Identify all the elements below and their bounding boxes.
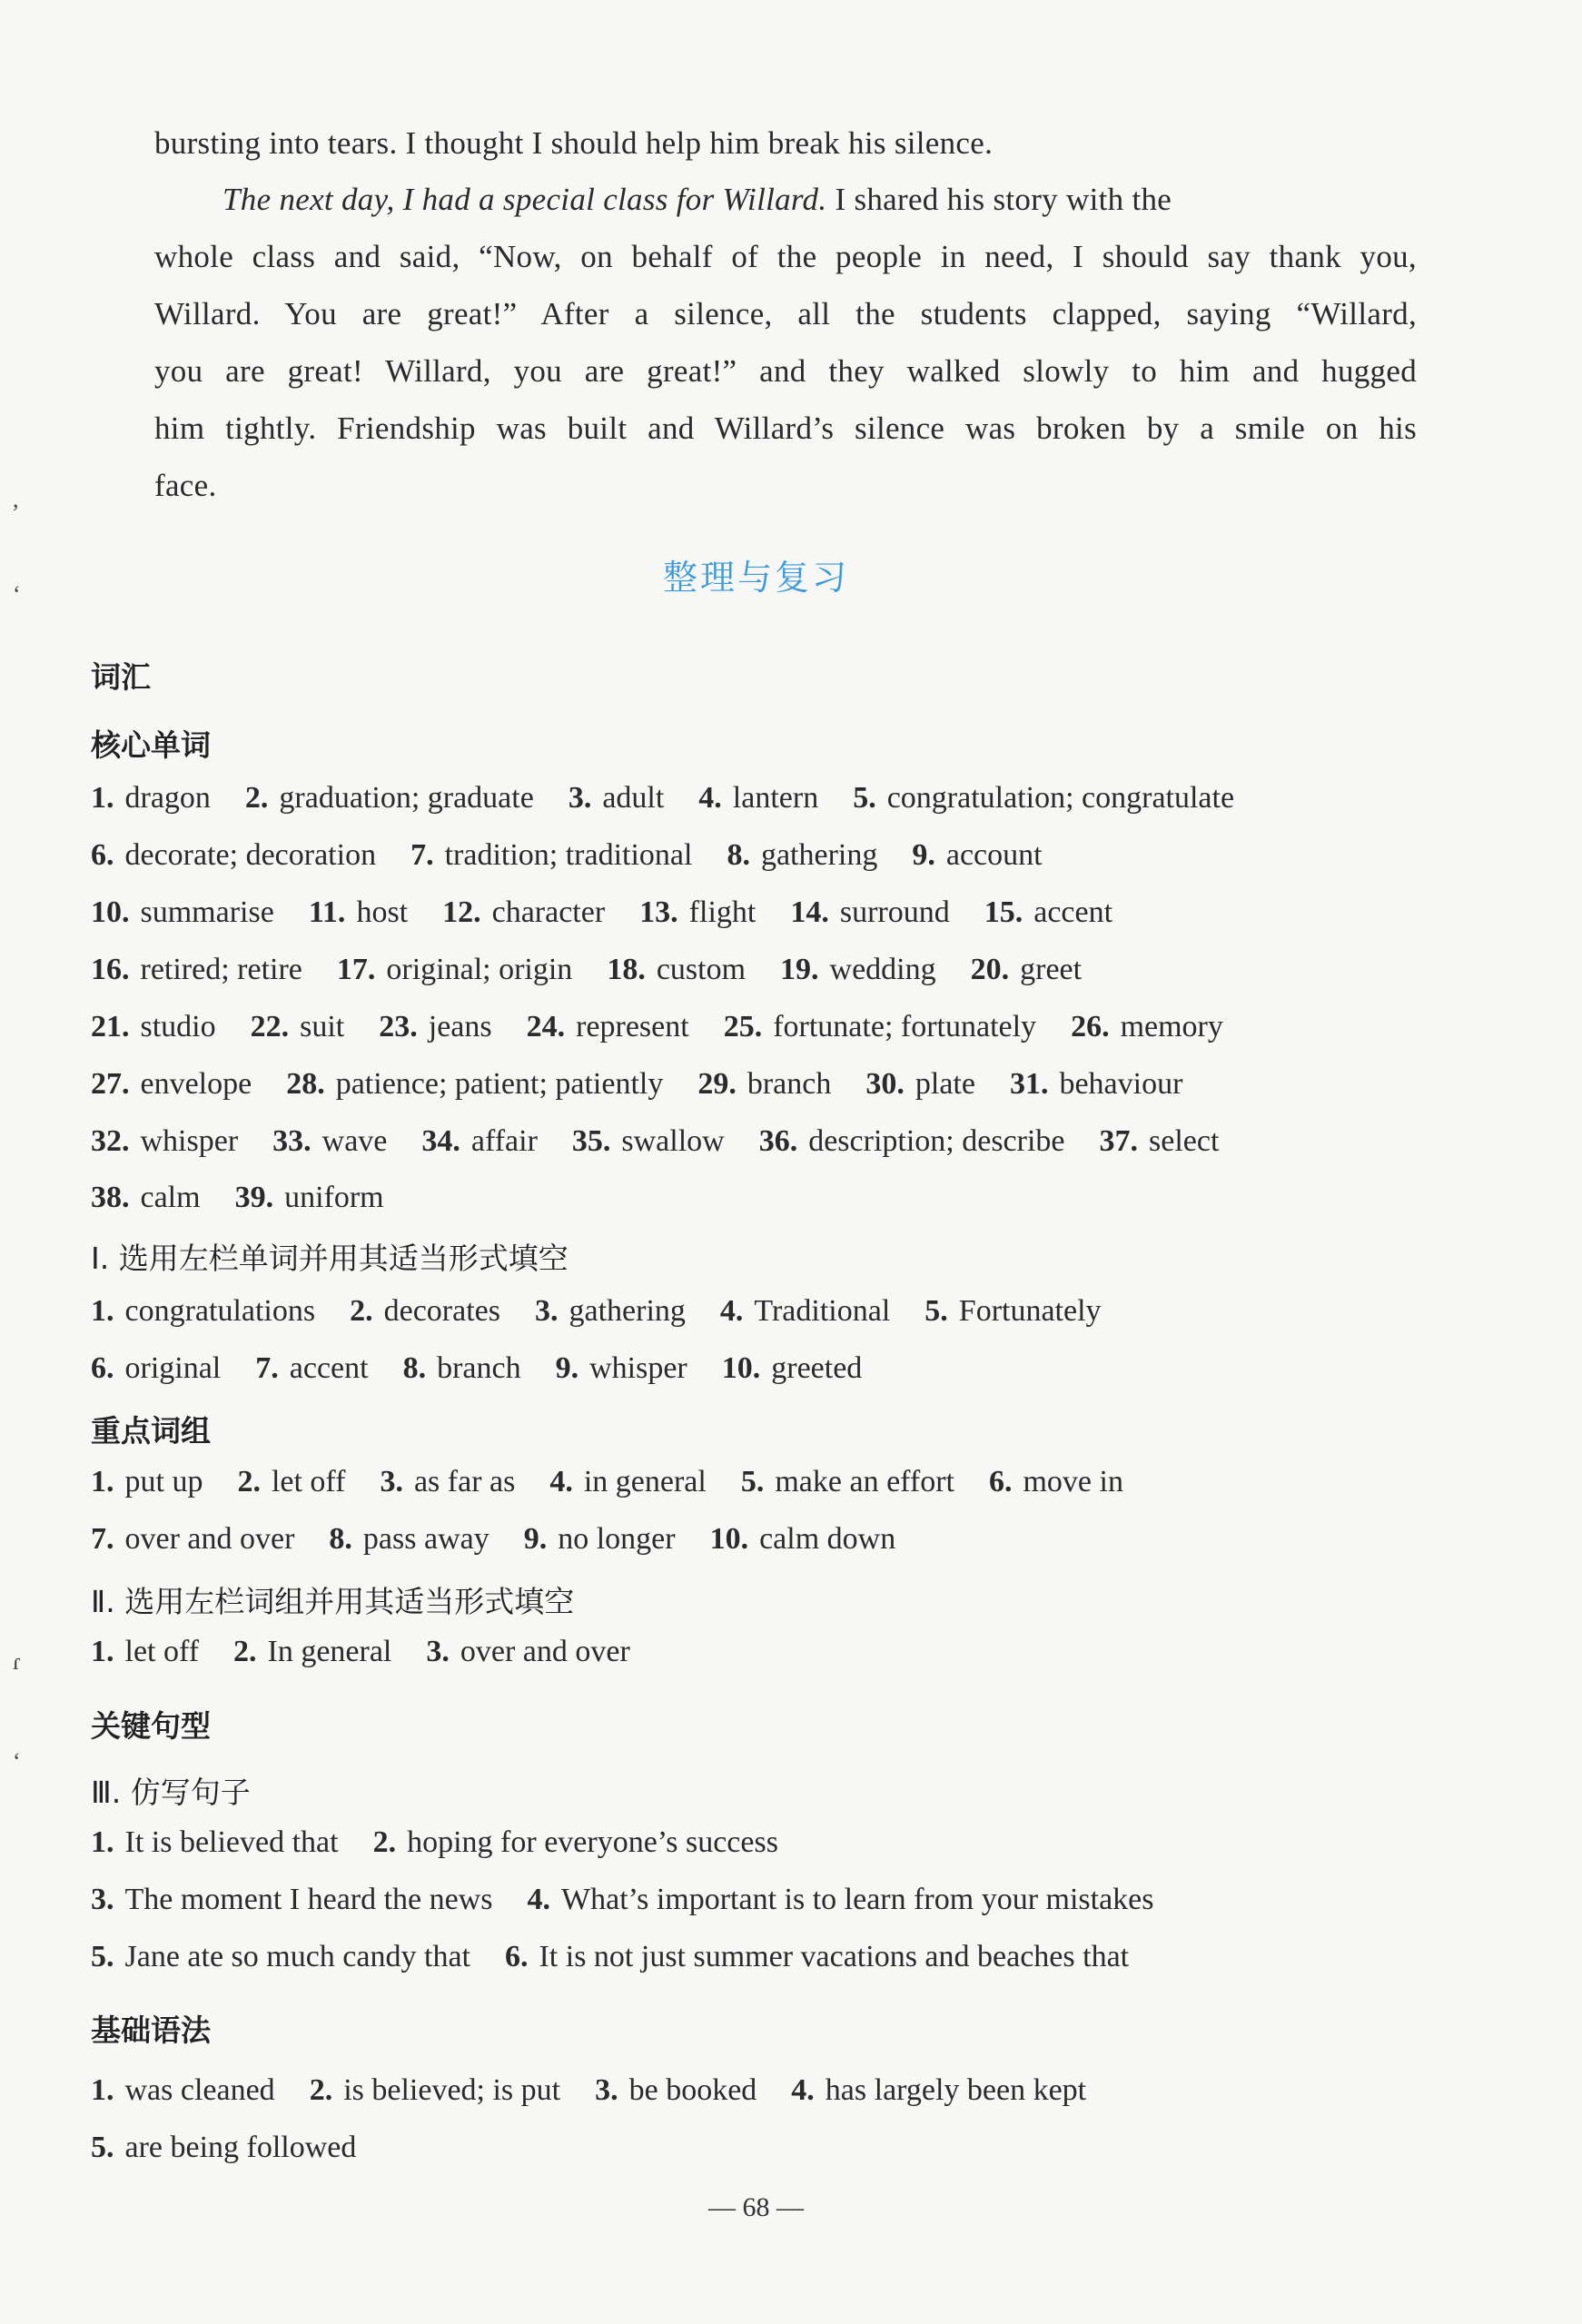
- answer-text: congratulations: [124, 1294, 316, 1328]
- answer-text: suit: [300, 1010, 345, 1043]
- answer-item: [759, 1124, 1065, 1158]
- answer-number: 2.: [233, 1635, 257, 1668]
- answer-text: put up: [124, 1465, 203, 1498]
- answer-text: as far as: [413, 1465, 516, 1498]
- answer-number: 4.: [527, 1883, 551, 1916]
- answer-text: swallow: [621, 1124, 725, 1158]
- margin-mark: ʻ: [13, 1748, 21, 1775]
- answer-number: 6.: [504, 1940, 529, 1973]
- passage-line-1: bursting into tears. I thought I should help him break his silence.: [154, 125, 994, 161]
- answer-text: whisper: [589, 1351, 687, 1385]
- answer-text: decorates: [383, 1294, 500, 1328]
- answer-item: [272, 1124, 387, 1158]
- answer-item: [724, 1010, 1036, 1043]
- answer-number: 5.: [91, 1940, 114, 1973]
- answer-text: be booked: [628, 2073, 757, 2107]
- answer-line: [91, 1124, 1253, 1159]
- answer-number: 3.: [595, 2073, 618, 2107]
- answer-number: 39.: [234, 1181, 274, 1214]
- answer-item: [780, 953, 936, 986]
- phrases-heading: 重点词组: [91, 1413, 211, 1449]
- answer-number: 26.: [1071, 1010, 1110, 1043]
- answer-item: [91, 1181, 201, 1214]
- answer-number: 7.: [410, 838, 434, 872]
- passage-line-4: Willard. You are great!” After a silence, all the students clapped, saying “Willard,: [154, 296, 1417, 331]
- margin-mark: ,: [13, 486, 19, 512]
- answer-item: [790, 895, 949, 929]
- answer-item: [233, 1635, 391, 1668]
- answer-text: account: [945, 838, 1043, 872]
- answer-number: 2.: [244, 781, 269, 815]
- answer-line: [91, 1010, 1258, 1044]
- answer-number: 13.: [639, 895, 678, 929]
- answer-item: [639, 895, 756, 929]
- answer-number: 24.: [526, 1010, 566, 1043]
- answer-text: uniform: [284, 1181, 384, 1214]
- answer-line: [91, 895, 1147, 930]
- answer-text: lantern: [732, 781, 819, 815]
- answer-text: custom: [656, 953, 747, 986]
- answer-item: [91, 2073, 275, 2107]
- passage-line-6: him tightly. Friendship was built and Willard’s silence was broken by a smile on his: [154, 410, 1417, 446]
- answer-number: 10.: [721, 1351, 761, 1385]
- passage-line-3: whole class and said, “Now, on behalf of the people in need, I should say thank you,: [154, 239, 1417, 274]
- answer-number: 1.: [91, 1635, 114, 1668]
- answer-item: [91, 1522, 294, 1556]
- answer-item: [741, 1465, 954, 1498]
- answer-number: 30.: [865, 1067, 905, 1101]
- answer-number: 4.: [549, 1465, 573, 1498]
- answer-line: [91, 2073, 1121, 2108]
- answer-item: [91, 1010, 216, 1043]
- answer-text: represent: [576, 1010, 689, 1043]
- answer-text: are being followed: [124, 2131, 357, 2164]
- answer-text: surround: [839, 895, 950, 929]
- answer-item: [91, 2131, 356, 2164]
- answer-text: plate: [915, 1067, 975, 1101]
- answer-item: [549, 1465, 707, 1498]
- answer-number: 32.: [91, 1124, 130, 1158]
- answer-item: [1071, 1010, 1223, 1043]
- answer-text: branch: [437, 1351, 521, 1385]
- answer-item: [971, 953, 1082, 986]
- answer-item: [91, 1294, 315, 1328]
- answer-text: character: [491, 895, 606, 929]
- answer-item: [410, 838, 692, 872]
- answer-item: [791, 2073, 1086, 2107]
- answer-text: gathering: [760, 838, 878, 872]
- answer-number: 9.: [555, 1351, 579, 1385]
- answer-text: In general: [267, 1635, 392, 1668]
- answer-text: pass away: [362, 1522, 489, 1556]
- answer-item: [91, 1124, 238, 1158]
- answer-number: 21.: [91, 1010, 130, 1043]
- answer-number: 18.: [607, 953, 646, 986]
- answer-number: 5.: [740, 1465, 765, 1498]
- answer-text: envelope: [140, 1067, 252, 1101]
- answer-text: let off: [124, 1635, 200, 1668]
- answer-number: 19.: [780, 953, 819, 986]
- answer-item: [337, 953, 572, 986]
- answer-item: [91, 781, 211, 815]
- answer-text: original; origin: [386, 953, 573, 986]
- answer-item: [403, 1351, 521, 1385]
- answer-item: [912, 838, 1042, 872]
- answer-text: adult: [602, 781, 665, 815]
- answer-item: [91, 1465, 203, 1498]
- answer-item: [984, 895, 1112, 929]
- answer-text: behaviour: [1059, 1067, 1183, 1101]
- answer-number: 27.: [91, 1067, 130, 1101]
- answer-number: 16.: [91, 953, 130, 986]
- answer-number: 37.: [1099, 1124, 1139, 1158]
- answer-text: has largely been kept: [825, 2073, 1087, 2107]
- answer-number: 8.: [727, 838, 750, 872]
- answer-item: [528, 1883, 1154, 1916]
- answer-text: What’s important is to learn from your mistakes: [561, 1883, 1154, 1916]
- answer-item: [251, 1010, 345, 1043]
- answer-number: 6.: [91, 1351, 114, 1385]
- answer-item: [421, 1124, 537, 1158]
- answer-item: [607, 953, 746, 986]
- margin-mark: ɾ: [13, 1648, 21, 1675]
- answer-item: [865, 1067, 975, 1101]
- answer-item: [535, 1294, 686, 1328]
- passage-line-2-rest: I shared his story with the: [826, 182, 1172, 217]
- answer-item: [91, 895, 274, 929]
- answer-text: fortunate; fortunately: [773, 1010, 1037, 1043]
- answer-item: [91, 1635, 199, 1668]
- answer-line: [91, 1522, 930, 1557]
- answer-number: 10.: [91, 895, 130, 929]
- answer-number: 7.: [91, 1522, 114, 1556]
- answer-number: 3.: [535, 1294, 559, 1328]
- answer-line: [91, 781, 1269, 816]
- answer-line: [91, 953, 1116, 987]
- answer-text: Jane ate so much candy that: [124, 1940, 470, 1973]
- answer-number: 6.: [91, 838, 114, 872]
- answer-line: [91, 1940, 1163, 1974]
- passage-line-7: face.: [154, 468, 217, 503]
- answer-text: decorate; decoration: [124, 838, 377, 872]
- answer-text: let off: [271, 1465, 346, 1498]
- answer-item: [569, 781, 664, 815]
- answer-item: [722, 1351, 863, 1385]
- answer-item: [698, 781, 818, 815]
- answer-number: 38.: [91, 1181, 130, 1214]
- answer-item: [329, 1522, 489, 1556]
- grammar-heading: 基础语法: [91, 2012, 211, 2048]
- answer-text: jeans: [428, 1010, 492, 1043]
- answer-text: over and over: [460, 1635, 630, 1668]
- answer-item: [710, 1522, 896, 1556]
- answer-number: 8.: [402, 1351, 427, 1385]
- answer-text: patience; patient; patiently: [335, 1067, 664, 1101]
- answer-number: 29.: [697, 1067, 737, 1101]
- answer-item: [380, 1465, 515, 1498]
- answer-number: 5.: [853, 781, 876, 815]
- answer-text: Fortunately: [958, 1294, 1102, 1328]
- answer-item: [91, 1825, 339, 1859]
- answer-number: 28.: [286, 1067, 325, 1101]
- answer-item: [91, 1883, 493, 1916]
- answer-item: [442, 895, 605, 929]
- page-number: — 68 —: [708, 2192, 804, 2222]
- answer-text: calm: [140, 1181, 201, 1214]
- answer-item: [989, 1465, 1123, 1498]
- sentences-heading: 关键句型: [91, 1708, 211, 1744]
- answer-number: 7.: [255, 1351, 279, 1385]
- answer-text: summarise: [140, 895, 274, 929]
- answer-text: is believed; is put: [343, 2073, 561, 2107]
- answer-item: [720, 1294, 890, 1328]
- answer-text: host: [356, 895, 409, 929]
- answer-text: affair: [470, 1124, 538, 1158]
- answer-item: [91, 838, 376, 872]
- answer-number: 25.: [723, 1010, 763, 1043]
- answer-text: gathering: [569, 1294, 686, 1328]
- margin-mark: ʻ: [13, 581, 21, 608]
- answer-number: 5.: [924, 1294, 948, 1328]
- answer-line: [91, 1825, 813, 1860]
- answer-number: 35.: [571, 1124, 611, 1158]
- answer-text: dragon: [124, 781, 211, 815]
- answer-text: greet: [1020, 953, 1083, 986]
- answer-number: 4.: [698, 781, 722, 815]
- answer-text: make an effort: [775, 1465, 954, 1498]
- answer-text: graduation; graduate: [279, 781, 534, 815]
- answer-number: 9.: [523, 1522, 548, 1556]
- answer-item: [727, 838, 877, 872]
- answer-item: [1100, 1124, 1220, 1158]
- answer-number: 8.: [329, 1522, 352, 1556]
- answer-number: 3.: [91, 1883, 114, 1916]
- answer-line: [91, 2131, 391, 2165]
- answer-number: 4.: [719, 1294, 744, 1328]
- answer-number: 10.: [709, 1522, 749, 1556]
- answer-text: accent: [289, 1351, 369, 1385]
- answer-text: accent: [1033, 895, 1113, 929]
- passage-line-5: you are great! Willard, you are great!” and they walked slowly to him and hugged: [154, 353, 1417, 389]
- answer-item: [91, 1940, 470, 1973]
- answer-text: studio: [140, 1010, 216, 1043]
- answer-number: 9.: [912, 838, 935, 872]
- answer-item: [556, 1351, 687, 1385]
- answer-text: select: [1149, 1124, 1220, 1158]
- exercise-2-heading: Ⅱ. 选用左栏词组并用其适当形式填空: [91, 1584, 575, 1619]
- answer-text: It is believed that: [124, 1825, 339, 1859]
- answer-line: [91, 838, 1077, 873]
- answer-item: [310, 2073, 560, 2107]
- answer-text: memory: [1120, 1010, 1223, 1043]
- section-title: 整理与复习: [662, 558, 849, 598]
- answer-item: [91, 953, 302, 986]
- answer-item: [572, 1124, 725, 1158]
- answer-item: [524, 1522, 676, 1556]
- answer-text: whisper: [140, 1124, 239, 1158]
- passage-italic: The next day, I had a special class for Willard.: [222, 182, 827, 217]
- answer-item: [697, 1067, 831, 1101]
- answer-number: 14.: [790, 895, 829, 929]
- answer-item: [91, 1067, 252, 1101]
- answer-text: original: [124, 1351, 222, 1385]
- answer-item: [237, 1465, 345, 1498]
- answer-number: 22.: [250, 1010, 290, 1043]
- answer-line: [91, 1294, 1136, 1329]
- answer-item: [853, 781, 1234, 815]
- answer-number: 2.: [372, 1825, 397, 1859]
- answer-text: in general: [583, 1465, 707, 1498]
- answer-line: [91, 1883, 1189, 1917]
- answer-line: [91, 1635, 665, 1669]
- answer-number: 2.: [309, 2073, 333, 2107]
- answer-number: 31.: [1009, 1067, 1049, 1101]
- answer-number: 6.: [988, 1465, 1013, 1498]
- answer-text: move in: [1023, 1465, 1123, 1498]
- answer-number: 15.: [984, 895, 1023, 929]
- answer-number: 1.: [91, 1294, 114, 1328]
- core-words-heading: 核心单词: [91, 727, 211, 763]
- answer-number: 11.: [308, 895, 346, 929]
- exercise-3-heading: Ⅲ. 仿写句子: [91, 1775, 251, 1810]
- answer-item: [255, 1351, 368, 1385]
- answer-text: congratulation; congratulate: [886, 781, 1235, 815]
- answer-line: [91, 1067, 1217, 1102]
- answer-item: [373, 1825, 778, 1859]
- answer-number: 5.: [91, 2131, 114, 2164]
- answer-text: hoping for everyone’s success: [407, 1825, 778, 1859]
- answer-text: wedding: [829, 953, 936, 986]
- answer-text: over and over: [124, 1522, 295, 1556]
- answer-item: [1010, 1067, 1182, 1101]
- answer-text: was cleaned: [124, 2073, 275, 2107]
- answer-item: [379, 1010, 491, 1043]
- answer-text: calm down: [759, 1522, 896, 1556]
- answer-text: greeted: [771, 1351, 863, 1385]
- answer-number: 2.: [237, 1465, 261, 1498]
- answer-number: 1.: [91, 781, 114, 815]
- answer-number: 17.: [336, 953, 376, 986]
- answer-number: 23.: [379, 1010, 418, 1043]
- answer-item: [350, 1294, 500, 1328]
- answer-text: Traditional: [754, 1294, 891, 1328]
- answer-number: 12.: [442, 895, 481, 929]
- answer-number: 1.: [91, 1465, 114, 1498]
- answer-item: [91, 1351, 221, 1385]
- answer-text: description; describe: [808, 1124, 1065, 1158]
- answer-text: retired; retire: [140, 953, 302, 986]
- answer-text: wave: [321, 1124, 388, 1158]
- answer-item: [505, 1940, 1129, 1973]
- answer-item: [527, 1010, 689, 1043]
- answer-item: [245, 781, 534, 815]
- answer-item: [426, 1635, 629, 1668]
- answer-item: [286, 1067, 663, 1101]
- answer-text: branch: [747, 1067, 832, 1101]
- answer-number: 1.: [91, 1825, 114, 1859]
- answer-item: [309, 895, 408, 929]
- answer-text: no longer: [558, 1522, 676, 1556]
- answer-number: 20.: [970, 953, 1010, 986]
- answer-text: tradition; traditional: [444, 838, 693, 872]
- answer-text: flight: [688, 895, 756, 929]
- passage-line-2: [222, 182, 1417, 218]
- exercise-1-heading: Ⅰ. 选用左栏单词并用其适当形式填空: [91, 1241, 569, 1276]
- answer-line: [91, 1181, 419, 1215]
- answer-number: 36.: [758, 1124, 798, 1158]
- vocab-heading: 词汇: [91, 659, 151, 695]
- answer-item: [924, 1294, 1101, 1328]
- answer-number: 2.: [350, 1294, 373, 1328]
- answer-number: 34.: [421, 1124, 460, 1158]
- answer-line: [91, 1465, 1158, 1499]
- answer-text: The moment I heard the news: [124, 1883, 493, 1916]
- answer-item: [235, 1181, 384, 1214]
- answer-number: 3.: [380, 1465, 403, 1498]
- answer-text: It is not just summer vacations and beaches that: [539, 1940, 1130, 1973]
- answer-line: [91, 1351, 896, 1386]
- answer-number: 4.: [791, 2073, 815, 2107]
- answer-number: 1.: [91, 2073, 114, 2107]
- answer-item: [595, 2073, 756, 2107]
- answer-number: 33.: [272, 1124, 311, 1158]
- answer-number: 3.: [426, 1635, 450, 1668]
- answer-number: 3.: [568, 781, 592, 815]
